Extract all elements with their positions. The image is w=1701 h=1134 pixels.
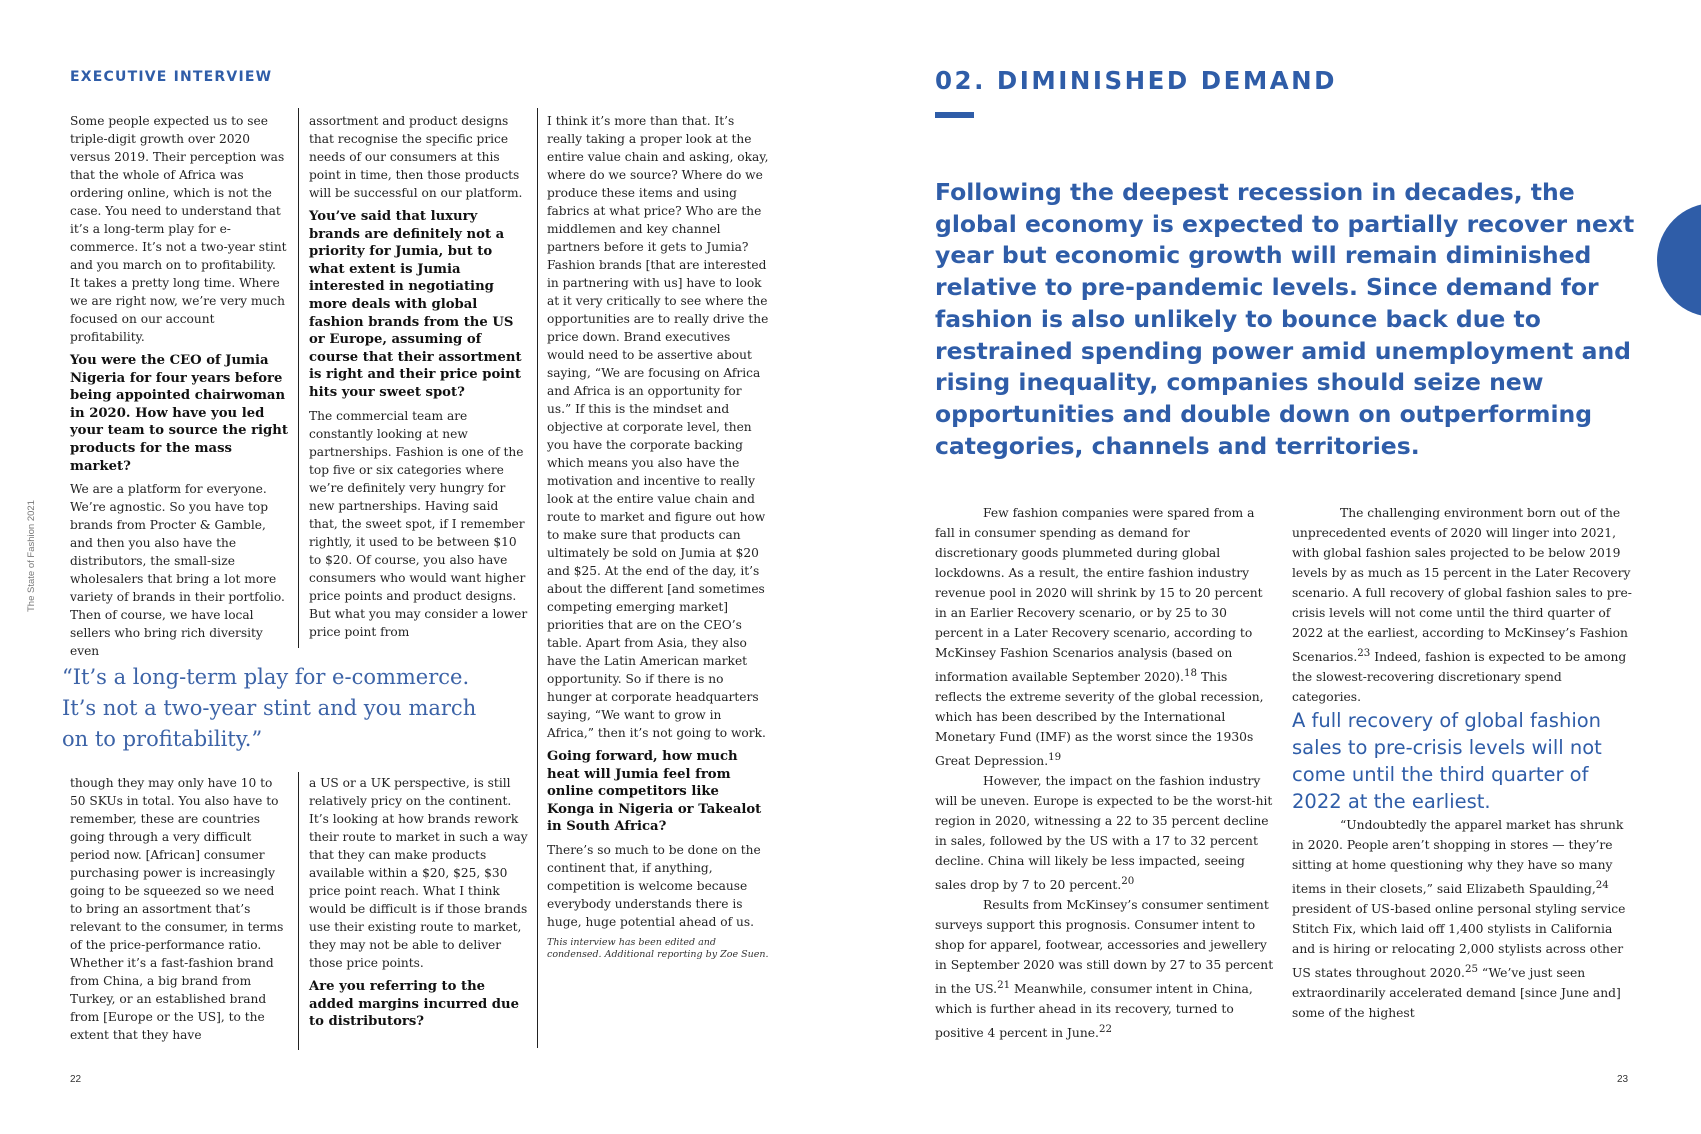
interview-question: Are you referring to the added margins incurred due to distributors?: [309, 979, 519, 1030]
article-paragraph: The challenging environment born out of the unprecedented events of 2020 will linger into 2021, with global fashion sales projected to be below 2019 levels by as much as 15 percent in the Later Recovery scenario. A full recovery of global fashion sales to pre-crisis levels will not come until the third quarter of 2022 at the earliest, according to McKinsey’s Fashion Scenarios.$^{23}$ Indeed, fashion is expected to be among the slowest-recovering discretionary spend categories.: [1292, 506, 1632, 705]
chapter-lede: Following the deepest recession in decades, the global economy is expected to partially recover next year but economic growth will remain diminished relative to pre-pandemic levels. Since demand for fashion is also unlikely to bounce back due to restrained spending power amid unemployment and rising inequality, companies should seize new opportunities and double down on outperforming categories, channels and territories.: [935, 178, 1635, 460]
decorative-half-circle: [1657, 203, 1701, 317]
answer-paragraph: though they may only have 10 to 50 SKUs in total. You also have to remember, these are countries going through a very difficult period now. [African] consumer purchasing power is increasingly going to be squeezed so we need to bring an assortment that’s relevant to the consumer, in terms of the price-performance ratio. Whether it’s a fast-fashion brand from China, a big brand from Turkey, or an established brand from [Europe or the US], to the extent that they have: [70, 776, 284, 1042]
title-underline: [935, 112, 974, 118]
footnote-ref: 23: [1357, 647, 1371, 659]
footnote-ref: 24: [1595, 879, 1609, 892]
article-paragraph: Results from McKinsey’s consumer sentiment surveys support this prognosis. Consumer intent to shop for apparel, footwear, accessories and jewellery in September 2020 was still down by 27 to 35 percent in the US.$^{21}$ Meanwhile, consumer intent in China, which is further ahead in its recovery, turned to positive 4 percent in June.$^{22}$: [935, 898, 1274, 1041]
footnote-ref: 21: [997, 979, 1011, 992]
publication-sidebar-text: The State of Fashion 2021: [26, 500, 37, 612]
answer-paragraph: I think it’s more than that. It’s really taking a proper look at the entire value chain and asking, okay, where do we source? Where do we produce these items and using fabrics at what price? Who are the middlemen and key channel partners before it gets to Jumia? Fashion brands [that are interested in partnering with us] have to look at it very critically to see where the opportunities are to really drive the price down. Brand executives would need to be assertive about saying, “We are focusing on Africa and Africa is an opportunity for us.” If this is the mindset and objective at corporate level, then you have the corporate backing which means you also have the motivation and incentive to really look at the entire value chain and route to market and figure out how to make sure that products can ultimately be sold on Jumia at $20 and $25. At the end of the day, it’s about the different [and sometimes competing emerging market] priorities that are on the CEO’s table. Apart from Asia, they also have the Latin American market opportunity. So if there is no hunger at corporate headquarters saying, “We want to grow in Africa,” then it’s not going to work.: [547, 114, 769, 740]
page-number-left: 22: [70, 1074, 82, 1085]
column-divider: [298, 108, 299, 648]
article-column-2: [1292, 503, 1632, 1023]
answer-paragraph: There’s so much to be done on the continent that, if anything, competition is welcome because everybody understands there is huge, huge potential ahead of us.: [547, 842, 761, 929]
article-paragraph: “Undoubtedly the apparel market has shrunk in 2020. People aren’t shopping in stores — they’re sitting at home questioning why they have so many items in their closets,” said Elizabeth Spaulding,$^{24}$ president of US-based online personal styling service Stitch Fix, which laid off 1,400 stylists in California and is hiring or relocating 2,000 stylists across other US states throughout 2020.25 “We’ve just seen extraordinarily accelerated demand [since June and] some of the highest: [1292, 818, 1626, 1021]
column-divider: [537, 108, 538, 1048]
article-column-1: [935, 503, 1275, 1043]
footnote-ref: 22: [1098, 1023, 1112, 1036]
answer-paragraph: We are a platform for everyone. We’re agnostic. So you have top brands from Procter & Gamble, and then you also have the distributors, the small-size wholesalers that bring a lot more variety of brands in their portfolio. Then of course, we have local sellers who bring rich diversity even: [70, 482, 285, 659]
interview-column-2-top: [309, 112, 529, 645]
column-divider: [298, 772, 299, 1050]
answer-paragraph: Some people expected us to see triple-digit growth over 2020 versus 2019. Their perception was that the whole of Africa was ordering online, which is not the case. You need to understand that it’s a long-term play for e-commerce. It’s not a two-year stint and you march on to profitability. It takes a pretty long time. Where we are right now, we’re very much focused on our account profitability.: [70, 114, 287, 344]
article-paragraph: However, the impact on the fashion industry will be uneven. Europe is expected to be the worst-hit region in 2020, witnessing a 22 to 35 percent decline in sales, followed by the US with a 17 to 32 percent decline. China will likely be less impacted, seeing sales drop by 7 to 20 percent.$^{20}$: [935, 774, 1273, 893]
answer-paragraph: assortment and product designs that recognise the specific price needs of our consumers at this point in time, then those products will be successful on our platform.: [309, 114, 523, 200]
page-number-right: 23: [1617, 1074, 1629, 1085]
editor-note: This interview has been edited and condensed. Additional reporting by Zoe Suen.: [547, 936, 769, 960]
interview-column-3: [547, 112, 769, 965]
interview-column-1-bottom: [70, 774, 288, 1048]
chapter-title: 02. DIMINISHED DEMAND: [935, 66, 1338, 95]
interview-column-1-top: [70, 112, 288, 664]
answer-paragraph: a US or a UK perspective, is still relatively pricy on the continent. It’s looking at how brands rework their route to market in such a way that they can make products available within a $20, $25, $30 price point reach. What I think would be difficult is if those brands use their existing route to market, they may not be able to deliver those price points.: [309, 776, 528, 970]
interview-question: You’ve said that luxury brands are definitely not a priority for Jumia, but to what extent is Jumia interested in negotiating more deals with global fashion brands from the US or Europe, assuming of course that their assortment is right and their price point hits your sweet spot?: [309, 209, 522, 400]
interview-column-2-bottom: [309, 774, 529, 1036]
pull-quote: “It’s a long-term play for e-commerce. It’s not a two-year stint and you march on to profitability.”: [62, 665, 477, 751]
interview-question: Going forward, how much heat will Jumia feel from online competitors like Konga in Nigeria or Takealot in South Africa?: [547, 749, 762, 835]
article-pull-quote: A full recovery of global fashion sales to pre-crisis levels will not come until the third quarter of 2022 at the earliest.: [1292, 709, 1602, 814]
footnote-ref: 25: [1464, 963, 1478, 976]
footnote-ref: 18: [1183, 667, 1198, 679]
footnote-ref: 20: [1121, 875, 1135, 888]
interview-question: You were the CEO of Jumia Nigeria for four years before being appointed chairwoman in 2020. How have you led your team to source the right products for the mass market?: [70, 353, 288, 474]
section-label: EXECUTIVE INTERVIEW: [70, 69, 273, 85]
article-paragraph: Few fashion companies were spared from a fall in consumer spending as demand for discretionary goods plummeted during global lockdowns. As a result, the entire fashion industry revenue pool in 2020 will shrink by 15 to 20 percent in an Earlier Recovery scenario, or by 25 to 30 percent in a Later Recovery scenario, according to McKinsey Fashion Scenarios analysis (based on information available September 2020).$^{18}$ This reflects the extreme severity of the global recession, which has been described by the International Monetary Fund (IMF) as the worst since the 1930s Great Depression.$^{19}$: [935, 506, 1264, 769]
footnote-ref: 19: [1048, 751, 1062, 764]
answer-paragraph: The commercial team are constantly looking at new partnerships. Fashion is one of the top five or six categories where we’re definitely very hungry for new partnerships. Having said that, the sweet spot, if I remember rightly, it used to be between $10 to $20. Of course, you also have consumers who would want higher price points and product designs. But what you may consider a lower price point from: [309, 408, 528, 639]
